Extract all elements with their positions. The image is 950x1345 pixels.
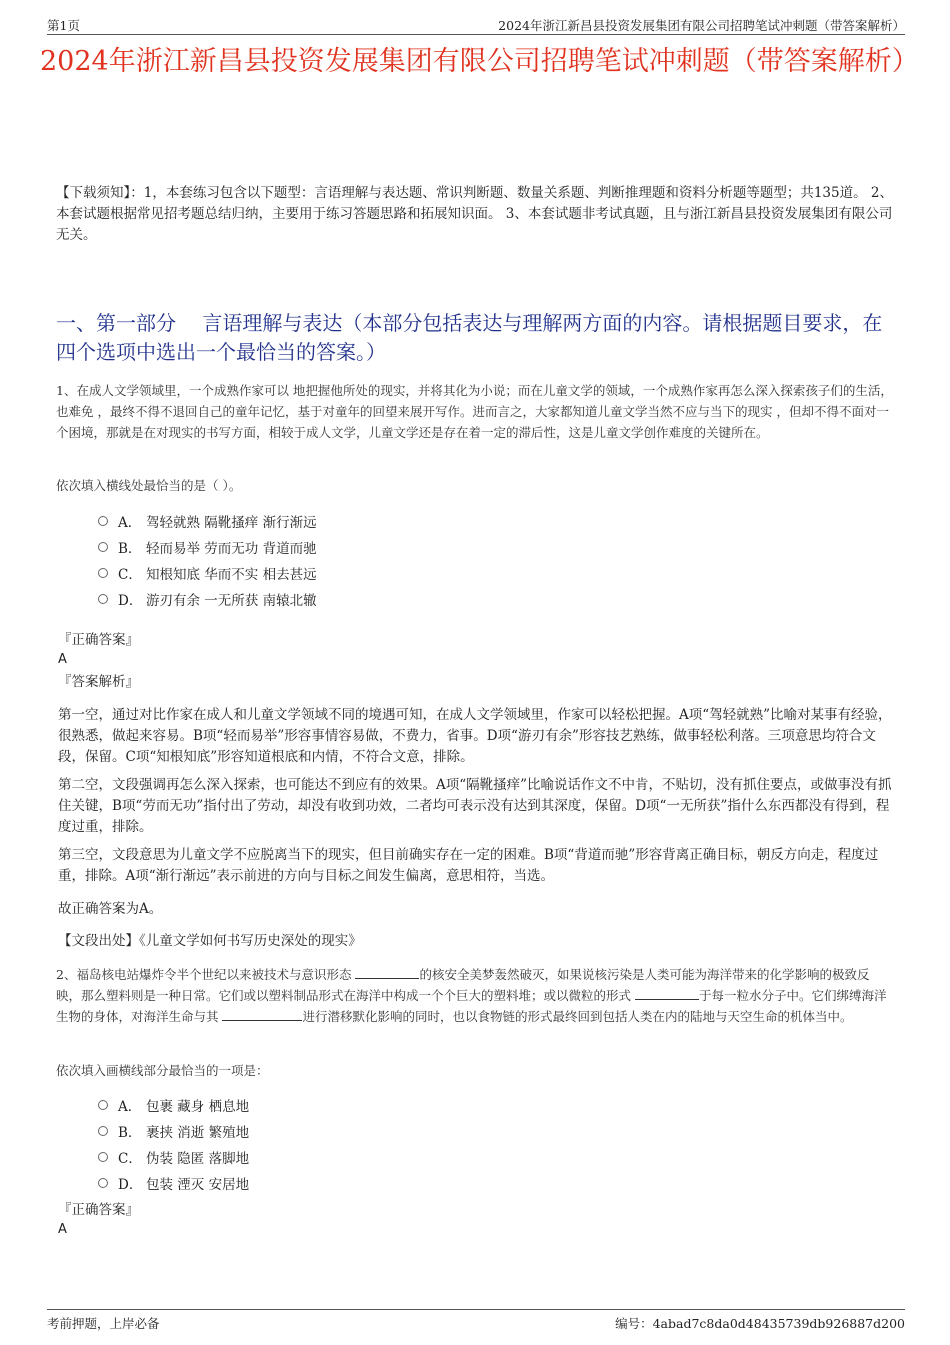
radio-icon[interactable] <box>98 1126 108 1136</box>
stem-part: 于每一粒水分子中。它们绑缚海洋生物的身体，对海洋生命与其 <box>56 988 887 1024</box>
option-key: B． <box>118 1125 142 1141</box>
stem-part: 进行潜移默化影响的同时，也以食物链的形式最终回到包括人类在内的陆地与天空生命的机体当中。 <box>302 1009 853 1024</box>
question-1-option-c[interactable] <box>98 560 317 586</box>
option-text: 驾轻就熟 隔靴搔痒 渐行渐远 <box>146 515 317 531</box>
analysis-conclusion: 故正确答案为A。 <box>58 901 163 917</box>
question-1-stem: 1、在成人文学领域里，一个成熟作家可以 地把握他所处的现实，并将其化为小说；而在儿童文学的领域，一个成熟作家再怎么深入探索孩子们的生活，也难免 ，最终不得不退回自己的童年记忆，基于对童年的回望来展开写作。进而言之，大家都知道儿童文学当然不应与当下的现实 ，但却不得不面对一个困境，那就是在对现实的书写方面，相较于成人文学，儿童文学还是存在着一定的滞后性，这是儿童文学创作难度的关键所在。 <box>56 383 893 440</box>
option-key: A． <box>118 1099 142 1115</box>
page-header <box>47 14 905 35</box>
footer-doc-id: 编号：4abad7c8da0d48435739db926887d200 <box>615 1316 905 1331</box>
fill-blank <box>635 987 699 1000</box>
question-2-option-b[interactable] <box>98 1118 249 1144</box>
radio-icon[interactable] <box>98 1178 108 1188</box>
stem-part: 的核安全美梦轰然破灭，如果说核污染是人类可能为海洋带来的化学影响的极致反映，那么塑料则是一种日常。它们或以塑料制品形式在海洋中构成一个个巨大的塑料堆；或以微粒的形式 <box>56 967 870 1003</box>
question-1-answer-label: 『正确答案』 <box>58 632 139 648</box>
question-1-option-a[interactable] <box>98 508 317 534</box>
option-key: D． <box>118 593 143 609</box>
question-2-answer-label: 『正确答案』 <box>58 1202 139 1218</box>
option-text: 伪装 隐匿 落脚地 <box>146 1151 250 1167</box>
analysis-paragraph-3: 第三空，文段意思为儿童文学不应脱离当下的现实，但目前确实存在一定的困难。B项“背道而驰”形容背离正确目标，朝反方向走，程度过重，排除。A项“渐行渐远”表示前进的方向与目标之间发生偏离，意思相符，当选。 <box>58 847 879 884</box>
option-key: A． <box>118 515 142 531</box>
header-doc-title: 2024年浙江新昌县投资发展集团有限公司招聘笔试冲刺题（带答案解析） <box>498 18 905 33</box>
question-2-option-a[interactable] <box>98 1092 249 1118</box>
radio-icon[interactable] <box>98 1100 108 1110</box>
option-text: 知根知底 华而不实 相去甚远 <box>146 567 317 583</box>
question-2-option-d[interactable] <box>98 1170 249 1196</box>
option-text: 裹挟 消逝 繁殖地 <box>146 1125 250 1141</box>
question-1-option-d[interactable] <box>98 586 317 612</box>
stem-part: 2、福岛核电站爆炸令半个世纪以来被技术与意识形态 <box>56 967 356 982</box>
analysis-paragraph-1: 第一空，通过对比作家在成人和儿童文学领域不同的境遇可知，在成人文学领域里，作家可以轻松把握。A项“驾轻就熟”比喻对某事有经验，很熟悉，做起来容易。B项“轻而易举”形容事情容易做，不费力，省事。D项“游刃有余”形容技艺熟练，做事轻松利落。三项意思均符合文段，保留。C项“知根知底”形容知道根底和内情，不符合文意，排除。 <box>58 707 892 765</box>
option-key: C． <box>118 1151 142 1167</box>
question-2-prompt: 依次填入画横线部分最恰当的一项是： <box>56 1063 269 1078</box>
radio-icon[interactable] <box>98 568 108 578</box>
question-2-options <box>98 1092 249 1196</box>
analysis-paragraph-2: 第二空，文段强调再怎么深入探索，也可能达不到应有的效果。A项“隔靴搔痒”比喻说话作文不中肯，不贴切，没有抓住要点，或做事没有抓住关键，B项“劳而无功”指付出了劳动，却没有收到功效，二者均可表示没有达到其深度，保留。D项“一无所获”指什么东西都没有得到，程度过重，排除。 <box>58 777 892 835</box>
radio-icon[interactable] <box>98 516 108 526</box>
question-1-option-b[interactable] <box>98 534 317 560</box>
option-text: 包裹 藏身 栖息地 <box>146 1099 250 1115</box>
option-text: 轻而易举 劳而无功 背道而驰 <box>146 541 317 557</box>
option-text: 包装 湮灭 安居地 <box>146 1177 250 1193</box>
option-key: D． <box>118 1177 143 1193</box>
question-2-stem <box>56 964 894 1027</box>
question-1-answer: A <box>58 652 67 667</box>
question-2-option-c[interactable] <box>98 1144 249 1170</box>
section-title: 一、第一部分 言语理解与表达（本部分包括表达与理解两方面的内容。请根据题目要求，在四个选项中选出一个最恰当的答案。） <box>56 311 883 364</box>
radio-icon[interactable] <box>98 594 108 604</box>
page-footer <box>47 1309 905 1331</box>
fill-blank <box>355 966 419 979</box>
passage-source: 【文段出处】《儿童文学如何书写历史深处的现实》 <box>58 933 362 949</box>
fill-blank <box>222 1008 302 1021</box>
option-text: 游刃有余 一无所获 南辕北辙 <box>146 593 317 609</box>
page-number: 第1页 <box>47 18 80 33</box>
question-1-prompt: 依次填入横线处最恰当的是（ ）。 <box>56 478 242 493</box>
question-1-options <box>98 508 317 612</box>
footer-slogan: 考前押题，上岸必备 <box>47 1316 160 1331</box>
download-notice: 【下载须知】：1，本套练习包含以下题型：言语理解与表达题、常识判断题、数量关系题、判断推理题和资料分析题等题型；共135道。 2、本套试题根据常见招考题总结归纳，主要用于练习答题思路和拓展知识面。 3、本套试题非考试真题，且与浙江新昌县投资发展集团有限公司无关。 <box>56 185 893 243</box>
radio-icon[interactable] <box>98 542 108 552</box>
document-title: 2024年浙江新昌县投资发展集团有限公司招聘笔试冲刺题（带答案解析） <box>40 46 919 77</box>
question-2-answer: A <box>58 1222 67 1237</box>
radio-icon[interactable] <box>98 1152 108 1162</box>
option-key: C． <box>118 567 142 583</box>
option-key: B． <box>118 541 142 557</box>
question-1-analysis-label: 『答案解析』 <box>58 674 139 690</box>
